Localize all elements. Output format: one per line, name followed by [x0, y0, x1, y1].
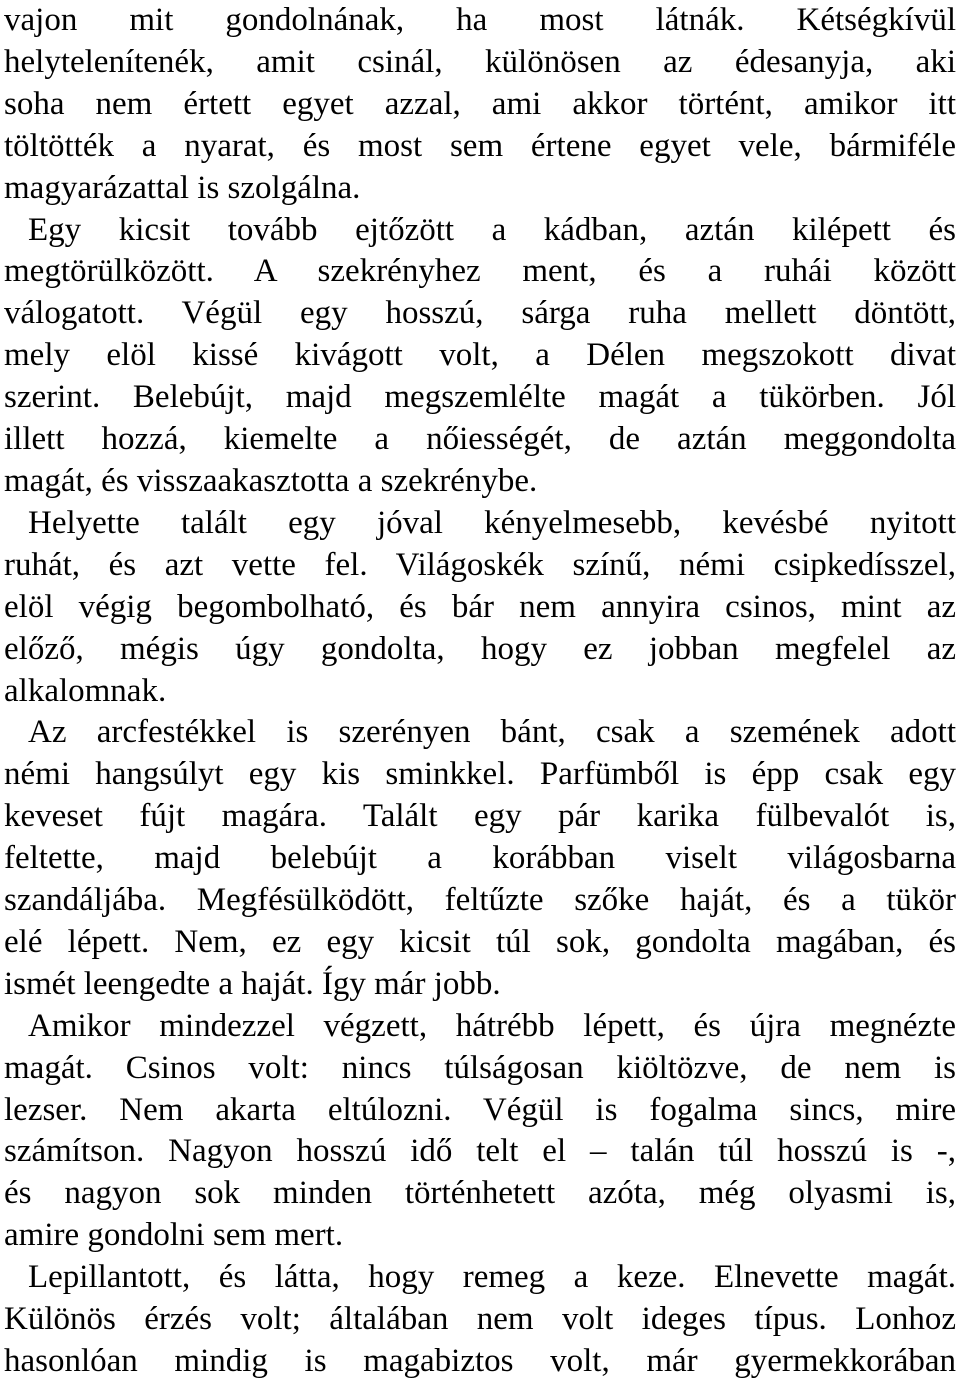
text-line: Egy kicsit tovább ejtőzött a kádban, aztán kilépett és: [28, 211, 956, 248]
text-line: helytelenítenék, amit csinál, különösen az édesanyja, aki: [4, 43, 956, 80]
text-line: Különös érzés volt; általában nem volt ideges típus. Lonhoz: [4, 1301, 956, 1338]
text-line: ruhát, és azt vette fel. Világoskék színű, némi csipkedísszel,: [4, 546, 956, 583]
text-line: illett hozzá, kiemelte a nőiességét, de aztán meggondolta: [4, 421, 956, 458]
text-line: elöl végig begombolható, és bár nem annyira csinos, mint az: [4, 588, 956, 625]
text-line: feltette, majd belebújt a korábban viselt világosbarna: [4, 840, 956, 877]
text-line: alkalomnak.: [4, 672, 167, 709]
text-line: számítson. Nagyon hosszú idő telt el – talán túl hosszú is -,: [4, 1133, 956, 1170]
text-line: Az arcfestékkel is szerényen bánt, csak a szemének adott: [28, 714, 956, 751]
text-line: és nagyon sok minden történhetett azóta, még olyasmi is,: [4, 1175, 956, 1212]
text-line: némi hangsúlyt egy kis sminkkel. Parfümből is épp csak egy: [4, 756, 956, 793]
text-line: soha nem értett egyet azzal, ami akkor történt, amikor itt: [4, 85, 956, 122]
text-line: szerint. Belebújt, majd megszemlélte magát a tükörben. Jól: [4, 379, 956, 416]
text-line: előző, mégis úgy gondolta, hogy ez jobban megfelel az: [4, 630, 956, 667]
text-line: Helyette talált egy jóval kényelmesebb, kevésbé nyitott: [28, 504, 956, 541]
text-line: keveset fújt magára. Talált egy pár karika fülbevalót is,: [4, 798, 956, 835]
text-line: válogatott. Végül egy hosszú, sárga ruha mellett döntött,: [4, 295, 956, 332]
text-line: amire gondolni sem mert.: [4, 1217, 344, 1254]
text-line: megtörülközött. A szekrényhez ment, és a ruhái között: [4, 253, 956, 290]
text-line: magát, és visszaakasztotta a szekrénybe.: [4, 462, 538, 499]
text-line: ismét leengedte a haját. Így már jobb.: [4, 965, 501, 1002]
text-line: Amikor mindezzel végzett, hátrébb lépett, és újra megnézte: [28, 1007, 956, 1044]
text-line: vajon mit gondolnának, ha most látnák. Kétségkívül: [4, 2, 956, 38]
text-line: elé lépett. Nem, ez egy kicsit túl sok, gondolta magában, és: [4, 923, 956, 960]
document-page: [4, 0, 956, 1383]
text-line: hasonlóan mindig is magabiztos volt, már gyermekkorában: [4, 1343, 956, 1379]
text-line: lezser. Nem akarta eltúlozni. Végül is fogalma sincs, mire: [4, 1091, 956, 1128]
text-line: mely elöl kissé kivágott volt, a Délen megszokott divat: [4, 337, 956, 374]
text-line: szandáljába. Megfésülködött, feltűzte szőke haját, és a tükör: [4, 882, 956, 919]
text-line: Lepillantott, és látta, hogy remeg a keze. Elnevette magát.: [28, 1259, 956, 1296]
document-body: [4, 0, 956, 1383]
text-line: töltötték a nyarat, és most sem értene egyet vele, bármiféle: [4, 127, 956, 164]
text-line: magát. Csinos volt: nincs túlságosan kiöltözve, de nem is: [4, 1049, 956, 1086]
text-line: magyarázattal is szolgálna.: [4, 169, 361, 206]
